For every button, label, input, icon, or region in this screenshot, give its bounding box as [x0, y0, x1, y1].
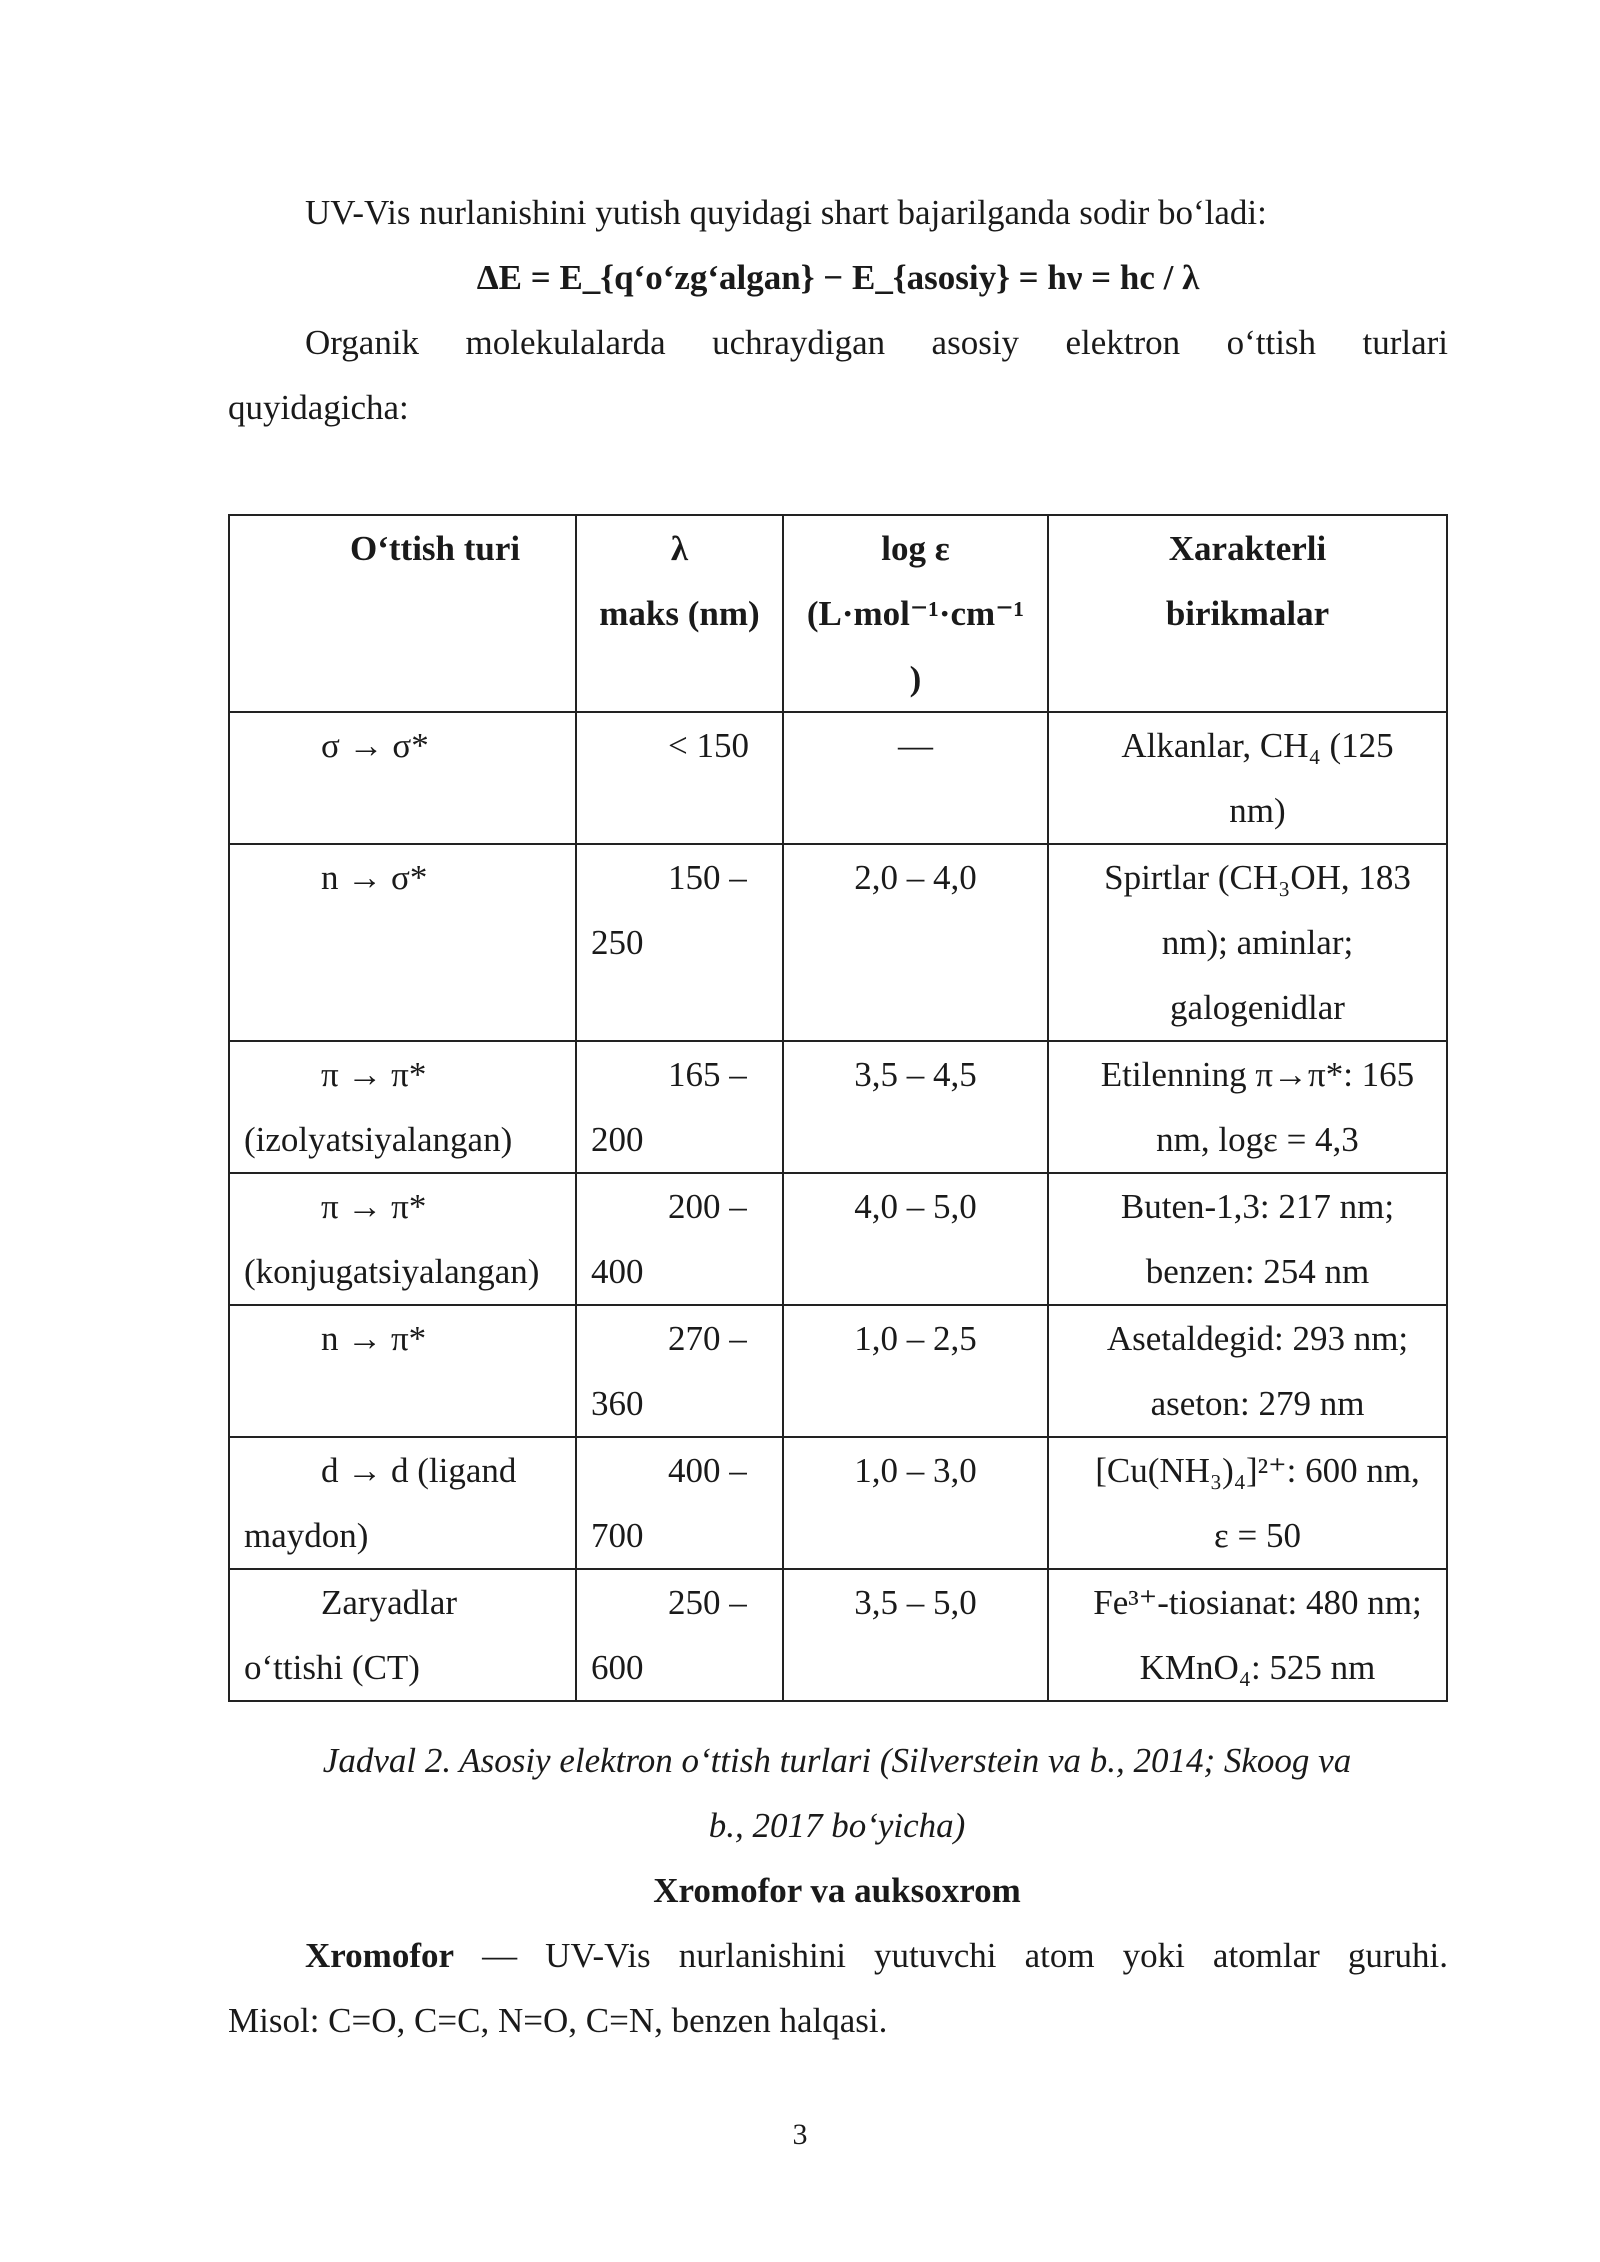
table-row: [229, 712, 1447, 844]
cell-log-epsilon: 3,5 – 5,0: [783, 1569, 1048, 1701]
cell-transition-type: n → π*: [229, 1305, 576, 1437]
cell-log-epsilon: 2,0 – 4,0: [783, 844, 1048, 1041]
cell-compounds: Fe³⁺-tiosianat: 480 nm; KMnO₄: 525 nm: [1048, 1569, 1447, 1701]
cell-log-epsilon: 4,0 – 5,0: [783, 1173, 1048, 1305]
cell-log-epsilon: 1,0 – 2,5: [783, 1305, 1048, 1437]
cell-transition-type: n → σ*: [229, 844, 576, 1041]
table-row: [229, 1173, 1447, 1305]
header-compounds: Xarakterli birikmalar: [1048, 515, 1447, 712]
cell-lambda: 270 – 360: [576, 1305, 783, 1437]
definition-examples: Misol: C=O, C=C, N=O, C=N, benzen halqasi.: [228, 2001, 888, 2040]
intro-sentence: UV-Vis nurlanishini yutish quyidagi shart bajarilganda sodir bo‘ladi:: [305, 193, 1267, 232]
definition-term: Xromofor: [305, 1936, 455, 1975]
cell-transition-type: π → π* (izolyatsiyalangan): [229, 1041, 576, 1173]
cell-transition-type: Zaryadlar o‘ttishi (CT): [229, 1569, 576, 1701]
table-row: [229, 1041, 1447, 1173]
table-row: [229, 1437, 1447, 1569]
cell-lambda: 250 – 600: [576, 1569, 783, 1701]
intro-paragraph-line: Organik molekulalarda uchraydigan asosiy elektron o‘ttish turlari: [305, 323, 1448, 362]
cell-compounds: Etilenning π→π*: 165 nm, logε = 4,3: [1048, 1041, 1447, 1173]
cell-lambda: 200 – 400: [576, 1173, 783, 1305]
page-number: 3: [792, 2118, 808, 2151]
energy-formula: ΔE = E_{q‘o‘zg‘algan} − E_{asosiy} = hν = hc / λ: [476, 258, 1200, 297]
intro-paragraph-end: quyidagicha:: [228, 388, 409, 427]
cell-transition-type: d → d (ligand maydon): [229, 1437, 576, 1569]
table-row: [229, 1569, 1447, 1701]
cell-transition-type: π → π* (konjugatsiyalangan): [229, 1173, 576, 1305]
header-log-epsilon: log ε (L·mol⁻¹·cm⁻¹ ): [783, 515, 1048, 712]
header-transition-type: O‘ttish turi: [229, 515, 576, 712]
cell-log-epsilon: 3,5 – 4,5: [783, 1041, 1048, 1173]
cell-lambda: 165 – 200: [576, 1041, 783, 1173]
table-header-row: [229, 515, 1447, 712]
cell-log-epsilon: —: [783, 712, 1048, 844]
header-lambda-max: λ maks (nm): [576, 515, 783, 712]
cell-compounds: [Cu(NH₃)₄]²⁺: 600 nm, ε = 50: [1048, 1437, 1447, 1569]
definition-text: — UV-Vis nurlanishini yutuvchi atom yoki atomlar guruhi.: [454, 1936, 1448, 1975]
section-heading: Xromofor va auksoxrom: [653, 1871, 1021, 1910]
cell-compounds: Alkanlar, CH₄ (125 nm): [1048, 712, 1447, 844]
table-caption: Jadval 2. Asosiy elektron o‘ttish turlari (Silverstein va b., 2014; Skoog va b., 2017 bo‘yicha): [322, 1741, 1352, 1845]
cell-lambda: < 150: [576, 712, 783, 844]
table-row: [229, 1305, 1447, 1437]
cell-compounds: Spirtlar (CH₃OH, 183 nm); aminlar; galogenidlar: [1048, 844, 1447, 1041]
cell-lambda: 150 – 250: [576, 844, 783, 1041]
transition-table: [228, 514, 1448, 1702]
definition-paragraph: [228, 1923, 1448, 1988]
cell-lambda: 400 – 700: [576, 1437, 783, 1569]
cell-transition-type: σ → σ*: [229, 712, 576, 844]
table-row: [229, 844, 1447, 1041]
cell-compounds: Buten-1,3: 217 nm; benzen: 254 nm: [1048, 1173, 1447, 1305]
cell-compounds: Asetaldegid: 293 nm; aseton: 279 nm: [1048, 1305, 1447, 1437]
cell-log-epsilon: 1,0 – 3,0: [783, 1437, 1048, 1569]
